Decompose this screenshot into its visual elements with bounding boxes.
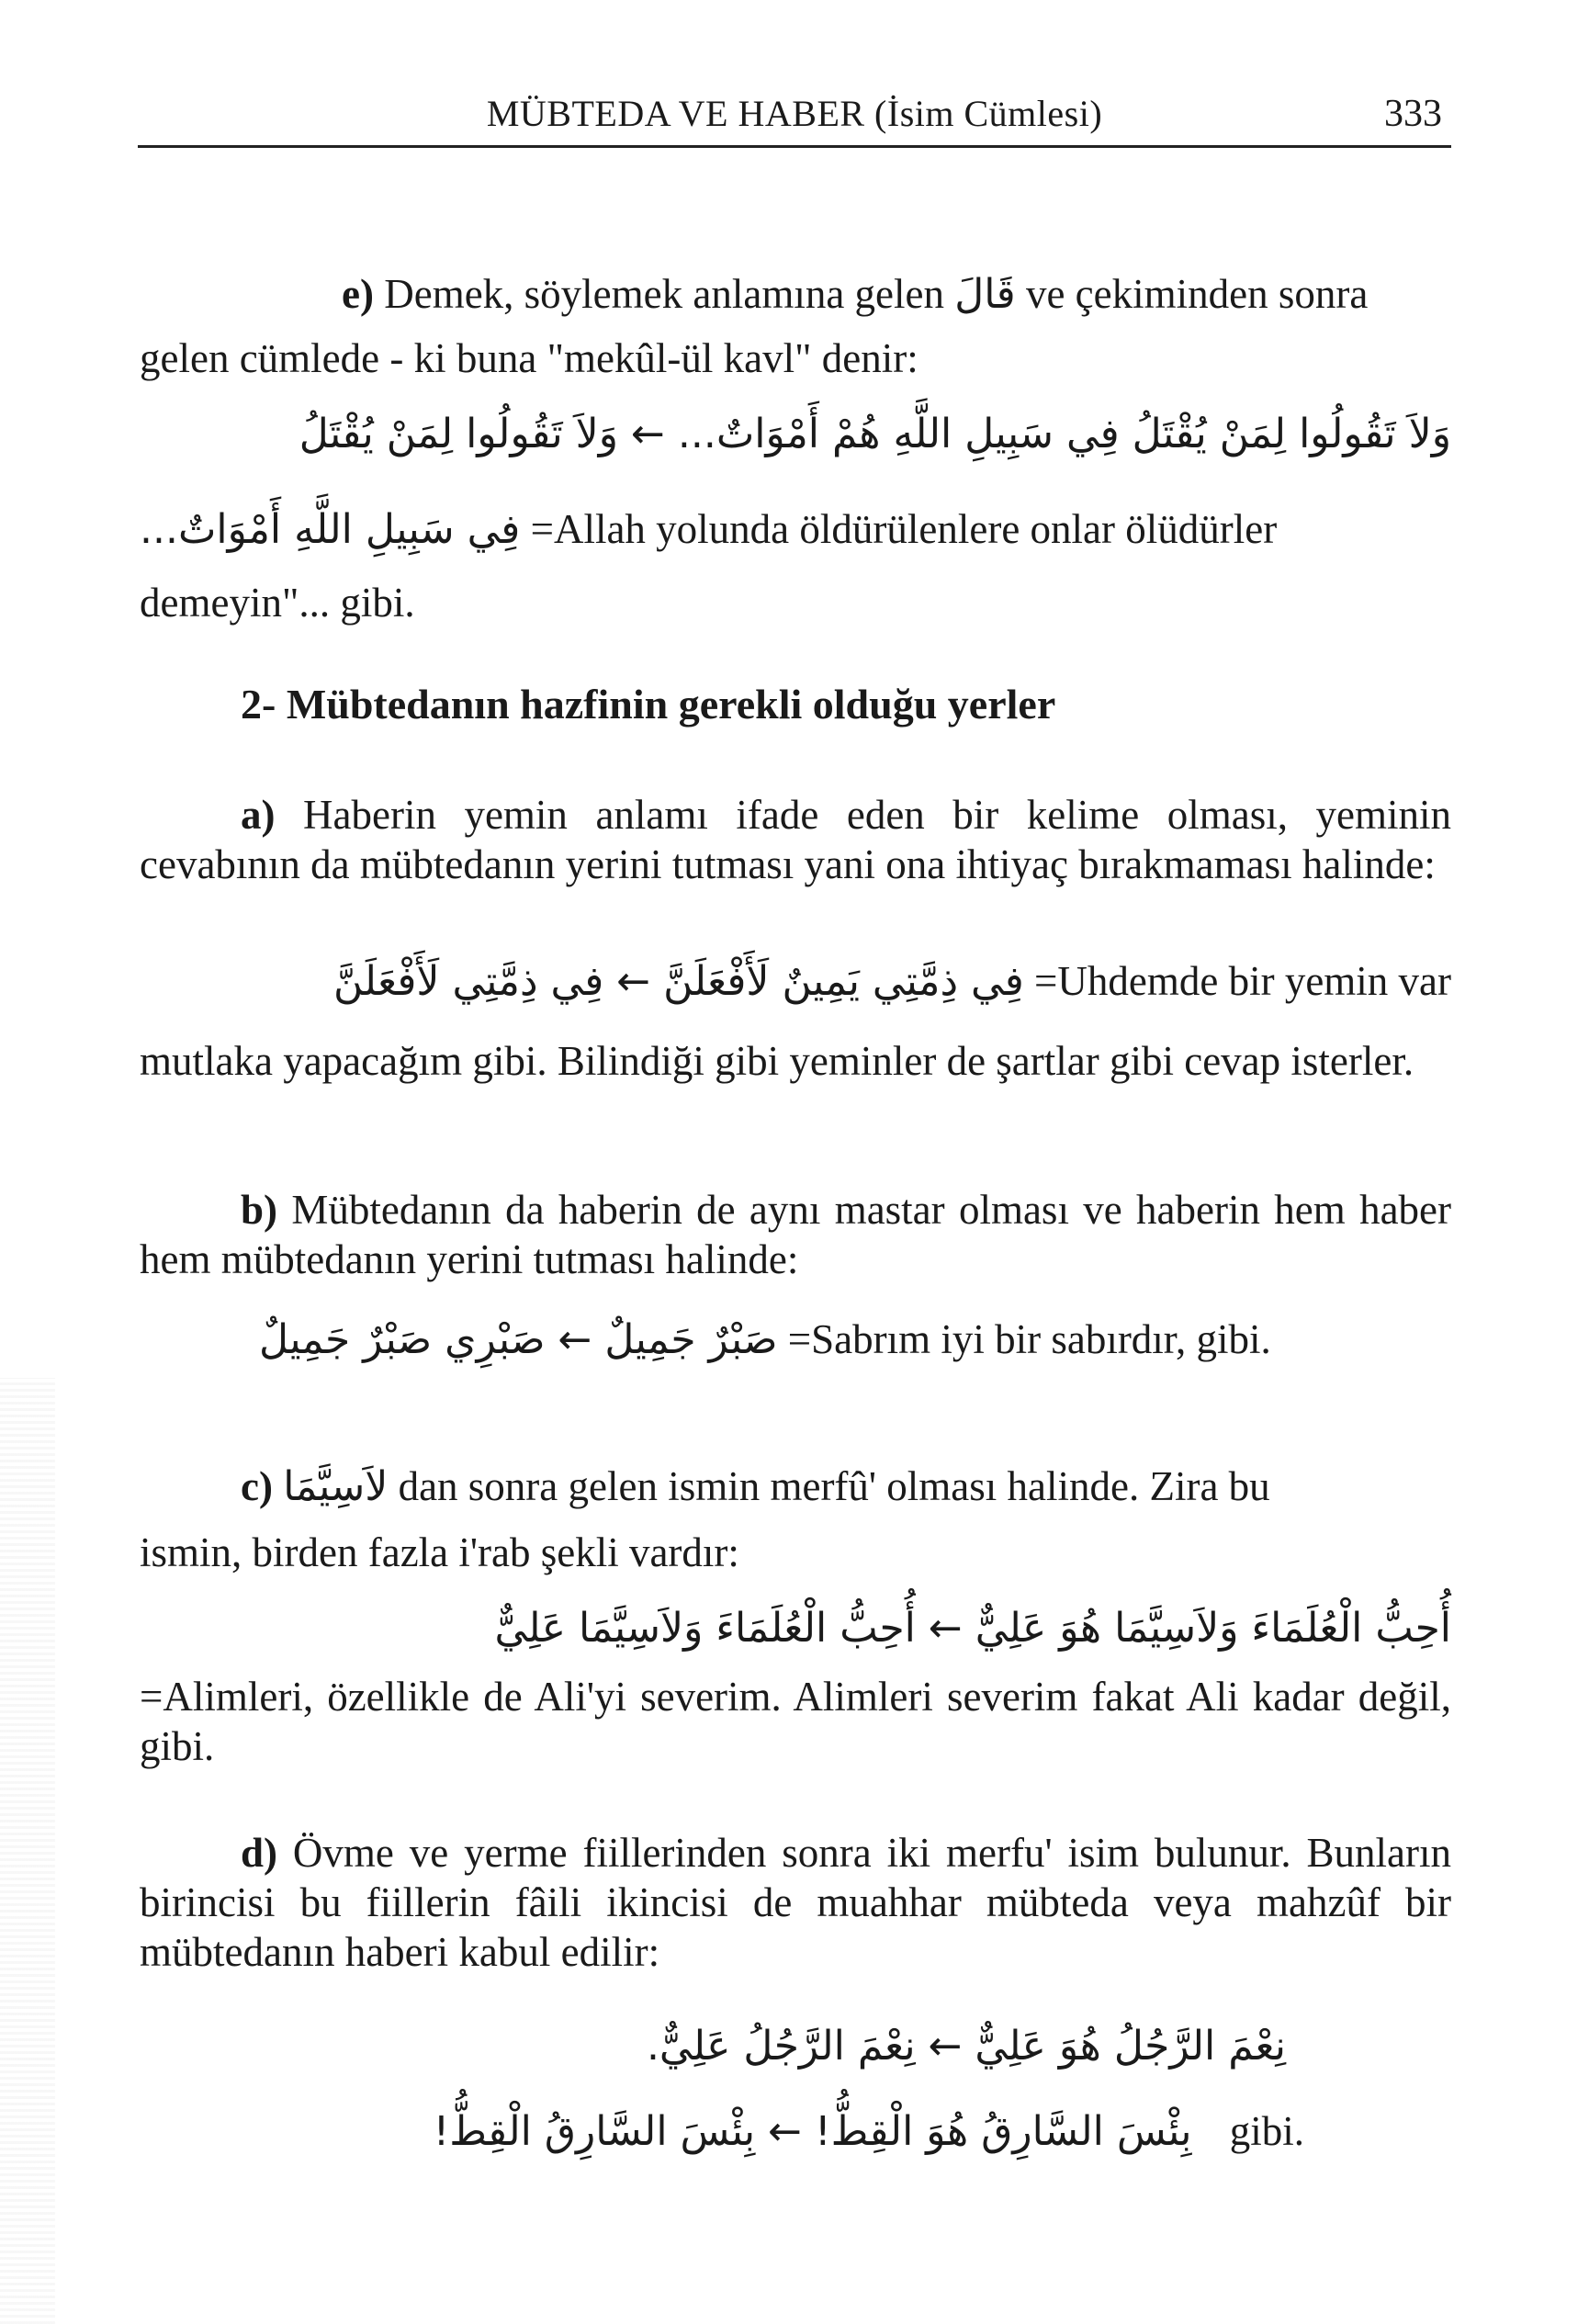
- section-a-label: a): [241, 792, 276, 838]
- section-a-arabic-example: فِي ذِمَّتِي يَمِينٌ لَأَفْعَلَنَّ ← فِي ذِمَّتِي لَأَفْعَلَنَّ: [333, 958, 1024, 1005]
- section-b-text: Mübtedanın da haberin de aynı mastar olması ve haberin hem haber hem mübtedanın yerini tutması halinde:: [140, 1187, 1451, 1282]
- section-a-paragraph: [140, 790, 1451, 889]
- section-heading: 2- Mübtedanın hazfinin gerekli olduğu yerler: [241, 681, 1056, 728]
- section-d-label: d): [241, 1830, 278, 1876]
- section-c-line2: ismin, birden fazla i'rab şekli vardır:: [140, 1529, 739, 1575]
- section-a-example-line: [140, 955, 1451, 1008]
- section-a-text: Haberin yemin anlamı ifade eden bir kelime olması, yeminin cevabının da mübtedanın yerini tutması yani ona ihtiyaç bırakmaması halinde:: [140, 792, 1451, 887]
- section-e-translation-end: demeyin"... gibi.: [140, 580, 415, 626]
- section-d-paragraph: [140, 1828, 1451, 1977]
- section-e-label: e): [342, 271, 374, 317]
- section-a-translation: =Uhdemde bir yemin var: [1034, 958, 1451, 1004]
- section-e-arabic-example: وَلاَ تَقُولُوا لِمَنْ يُقْتَلُ فِي سَبِيلِ اللَّهِ هُمْ أَمْوَاتٌ... ← وَلاَ تَقُولُوا لِمَنْ يُقْتَلُ: [299, 411, 1451, 457]
- chapter-title: MÜBTEDA VE HABER (İsim Cümlesi): [486, 93, 1103, 134]
- section-a-text2: mutlaka yapacağım gibi. Bilindiği gibi yeminler de şartlar gibi cevap isterler.: [140, 1038, 1414, 1084]
- section-d-example-line-2: [386, 2105, 1304, 2158]
- section-e-text-after: ve çekiminden sonra: [1025, 271, 1369, 317]
- section-e-arabic-word: قَالَ: [954, 271, 1016, 318]
- section-c-line1: [140, 1461, 1451, 1513]
- section-d-arabic-example-2: بِئْسَ السَّارِقُ هُوَ الْقِطُّ! ← بِئْسَ السَّارِقُ الْقِطُّ!: [433, 2108, 1192, 2155]
- section-c-label: c): [241, 1463, 273, 1509]
- section-d-gibi: gibi.: [1229, 2108, 1304, 2154]
- section-c-arabic-word: لاَسِيَّمَا: [283, 1463, 389, 1510]
- section-e-translation-line: [140, 503, 1451, 556]
- page-number: 333: [1384, 93, 1442, 135]
- section-c-translation: =Alimleri, özellikle de Ali'yi severim. Alimleri severim fakat Ali kadar değil, gibi.: [140, 1674, 1451, 1769]
- section-e-arabic-phrase: فِي سَبِيلِ اللَّهِ أَمْوَاتٌ...: [140, 506, 521, 553]
- section-b-paragraph: [140, 1185, 1451, 1284]
- section-c-text-after: dan sonra gelen ismin merfû' olması halinde. Zira bu: [398, 1463, 1270, 1509]
- running-header: [138, 92, 1451, 148]
- section-b-example-line: [259, 1314, 1361, 1366]
- section-e-line2: gelen cümlede - ki buna "mekûl-ül kavl" denir:: [140, 335, 918, 381]
- section-b-arabic-example: صَبْرٌ جَمِيلٌ ← صَبْرِي صَبْرٌ جَمِيلٌ: [259, 1316, 778, 1363]
- section-e-line1: [140, 268, 1451, 321]
- section-c-arabic-example: أُحِبُّ الْعُلَمَاءَ وَلاَسِيَّمَا هُوَ عَلِيٌّ ← أُحِبُّ الْعُلَمَاءَ وَلاَسِيَّمَا عَلِيٌّ: [494, 1605, 1451, 1652]
- scan-margin-texture: [0, 1378, 55, 2324]
- section-e-translation: =Allah yolunda öldürülenlere onlar ölüdürler: [530, 506, 1278, 552]
- section-b-translation: =Sabrım iyi bir sabırdır, gibi.: [787, 1316, 1271, 1362]
- section-b-label: b): [241, 1187, 278, 1233]
- section-e-text-before: Demek, söylemek anlamına gelen: [384, 271, 945, 317]
- section-d-text: Övme ve yerme fiillerinden sonra iki merfu' isim bulunur. Bunların birincisi bu fiillerin fâili ikincisi de muahhar mübteda veya mahzûf bir mübtedanın haberi kabul edilir:: [140, 1830, 1451, 1975]
- section-d-arabic-example-1: نِعْمَ الرَّجُلُ هُوَ عَلِيٌّ ← نِعْمَ الرَّجُلُ عَلِيٌّ.: [646, 2023, 1286, 2070]
